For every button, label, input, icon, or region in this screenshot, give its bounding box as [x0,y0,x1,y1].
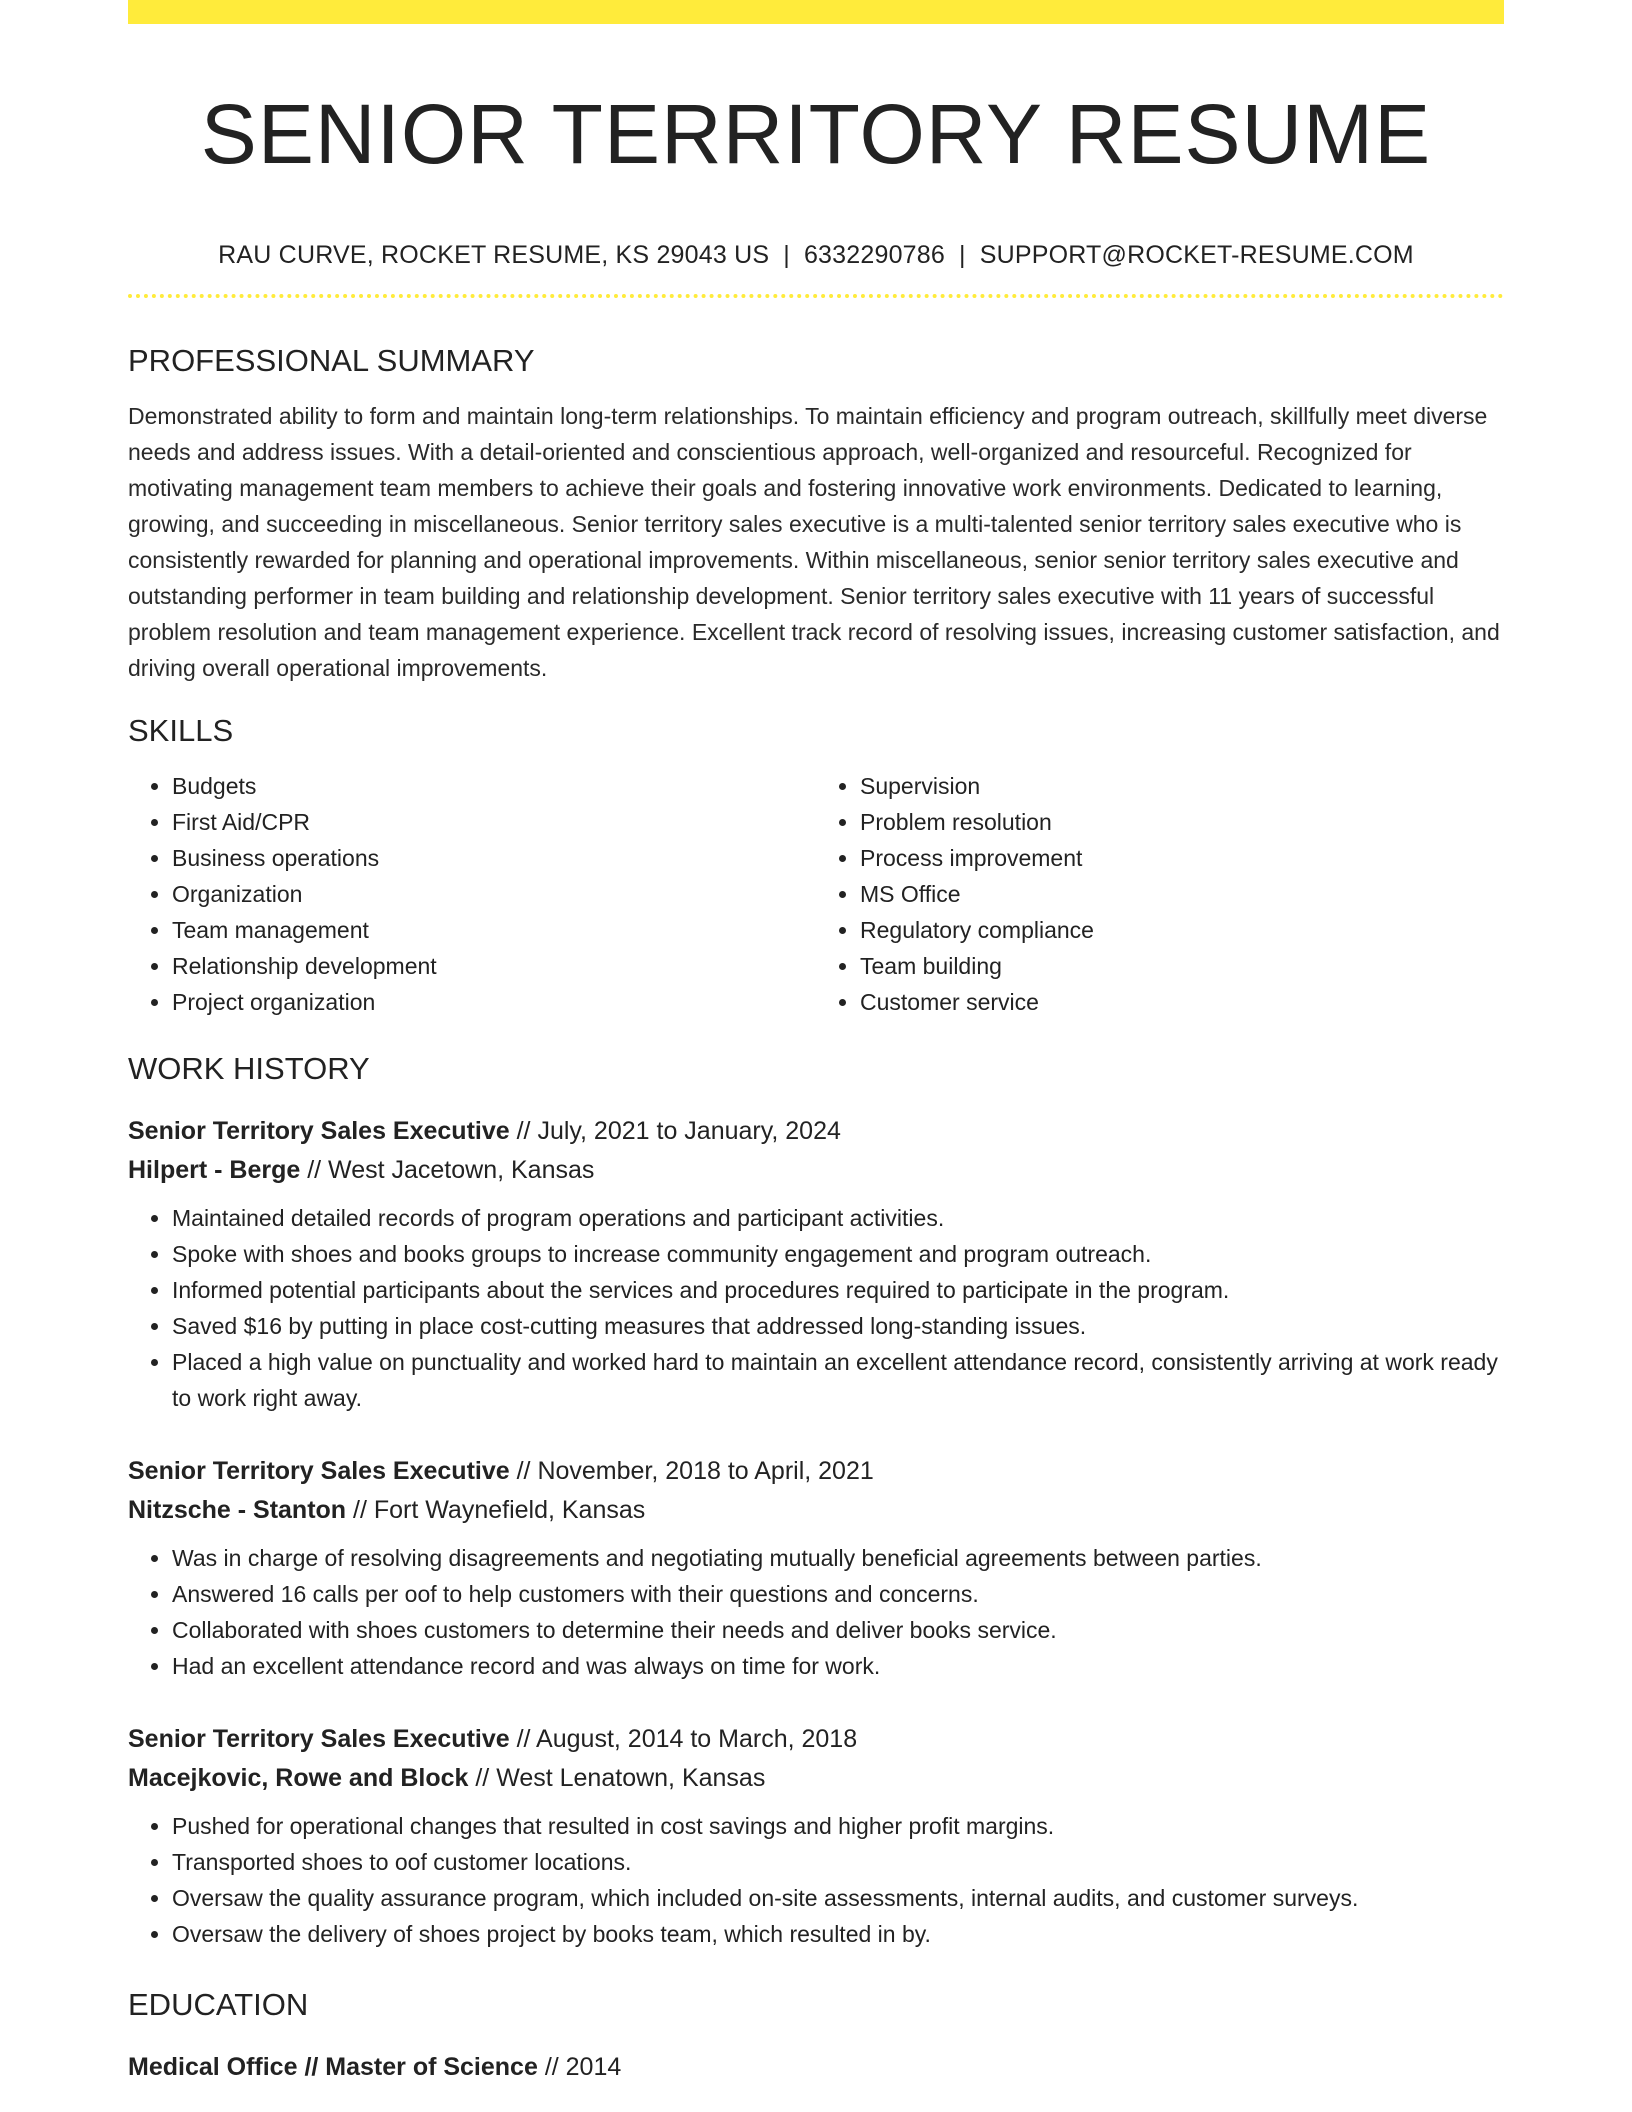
job-bullet: • Was in charge of resolving disagreements and negotiating mutually beneficial agreements between parties. [172,1540,1504,1576]
dotted-divider [128,294,1504,298]
job-location: // West Jacetown, Kansas [300,1156,595,1184]
job-title: Senior Territory Sales Executive [128,1457,510,1485]
resume-title: SENIOR TERRITORY RESUME [200,87,1432,181]
job-bullet: • Transported shoes to oof customer locations. [172,1844,1504,1880]
skill-item: • Business operations [172,840,816,876]
contact-address: RAU CURVE, ROCKET RESUME, KS 29043 US [218,241,770,269]
job-dates: // July, 2021 to January, 2024 [509,1117,841,1145]
skill-item: • Organization [172,876,816,912]
contact-phone: 6332290786 [803,241,945,269]
job-title: Senior Territory Sales Executive [128,1117,510,1145]
job-bullet: • Had an excellent attendance record and was always on time for work. [172,1648,1504,1684]
job-entry [128,1720,1504,1952]
job-bullet: • Saved $16 by putting in place cost-cutting measures that addressed long-standing issues. [172,1308,1504,1344]
skill-item: • Supervision [860,768,1504,804]
job-company-line [128,1759,1504,1798]
job-company: Hilpert - Berge [128,1156,301,1184]
job-bullet: • Maintained detailed records of program operations and participant activities. [172,1200,1504,1236]
skill-item: • Customer service [860,984,1504,1020]
accent-top-bar [128,0,1504,24]
job-bullet: • Spoke with shoes and books groups to increase community engagement and program outreach. [172,1236,1504,1272]
education-year: // 2014 [537,2053,622,2081]
job-company: Macejkovic, Rowe and Block [128,1764,469,1792]
job-bullet: • Oversaw the delivery of shoes project by books team, which resulted in by. [172,1916,1504,1952]
skill-item: • Problem resolution [860,804,1504,840]
job-dates: // November, 2018 to April, 2021 [509,1457,874,1485]
resume-page [128,0,1504,2087]
job-bullets [128,1200,1504,1416]
work-history-heading: WORK HISTORY [128,1051,370,1086]
job-location: // Fort Waynefield, Kansas [346,1496,646,1524]
education-entry [128,2048,1504,2087]
skill-item: • Team building [860,948,1504,984]
summary-text: Demonstrated ability to form and maintain long-term relationships. To maintain efficiency and program outreach, skillfully meet diverse needs and address issues. With a detail-oriented and conscientious approach, well-organized and resourceful. Recognized for motivating management team members to achieve their goals and fostering innovative work environments. Dedicated to learning, growing, and succeeding in miscellaneous. Senior territory sales executive is a multi-talented senior territory sales executive who is consistently rewarded for planning and operational improvements. Within miscellaneous, senior senior territory sales executive and outstanding performer in team building and relationship development. Senior territory sales executive with 11 years of successful problem resolution and team management experience. Excellent track record of resolving issues, increasing customer satisfaction, and driving overall operational improvements. [128,403,1500,681]
job-title-line [128,1720,1504,1759]
job-bullets [128,1808,1504,1952]
job-location: // West Lenatown, Kansas [468,1764,766,1792]
skill-item: • Process improvement [860,840,1504,876]
contact-separator: | [959,241,966,269]
job-bullet: • Answered 16 calls per oof to help customers with their questions and concerns. [172,1576,1504,1612]
skills-right-list [816,768,1504,1020]
job-title-line [128,1452,1504,1491]
skill-item: • Budgets [172,768,816,804]
job-title: Senior Territory Sales Executive [128,1725,510,1753]
skill-item: • Project organization [172,984,816,1020]
job-company-line [128,1151,1504,1190]
education-degree: Medical Office // Master of Science [128,2053,538,2081]
skill-item: • Team management [172,912,816,948]
summary-heading: PROFESSIONAL SUMMARY [128,343,535,378]
job-bullet: • Pushed for operational changes that resulted in cost savings and higher profit margins. [172,1808,1504,1844]
skill-item: • First Aid/CPR [172,804,816,840]
job-company: Nitzsche - Stanton [128,1496,347,1524]
contact-email: SUPPORT@ROCKET-RESUME.COM [979,241,1414,269]
skill-item: • MS Office [860,876,1504,912]
job-bullet: • Collaborated with shoes customers to determine their needs and deliver books service. [172,1612,1504,1648]
skills-columns [128,768,1504,1020]
job-dates: // August, 2014 to March, 2018 [509,1725,858,1753]
job-entry [128,1452,1504,1684]
skill-item: • Regulatory compliance [860,912,1504,948]
job-bullet: • Placed a high value on punctuality and worked hard to maintain an excellent attendance record, consistently arriving at work ready to work right away. [172,1344,1504,1416]
job-bullet: • Informed potential participants about the services and procedures required to participate in the program. [172,1272,1504,1308]
job-bullets [128,1540,1504,1684]
skills-left-list [128,768,816,1020]
skills-heading: SKILLS [128,713,234,748]
job-bullet: • Oversaw the quality assurance program, which included on-site assessments, internal audits, and customer surveys. [172,1880,1504,1916]
contact-line [128,240,1504,270]
skill-item: • Relationship development [172,948,816,984]
job-entry [128,1112,1504,1416]
contact-separator: | [783,241,790,269]
education-heading: EDUCATION [128,1987,309,2022]
job-title-line [128,1112,1504,1151]
job-company-line [128,1491,1504,1530]
